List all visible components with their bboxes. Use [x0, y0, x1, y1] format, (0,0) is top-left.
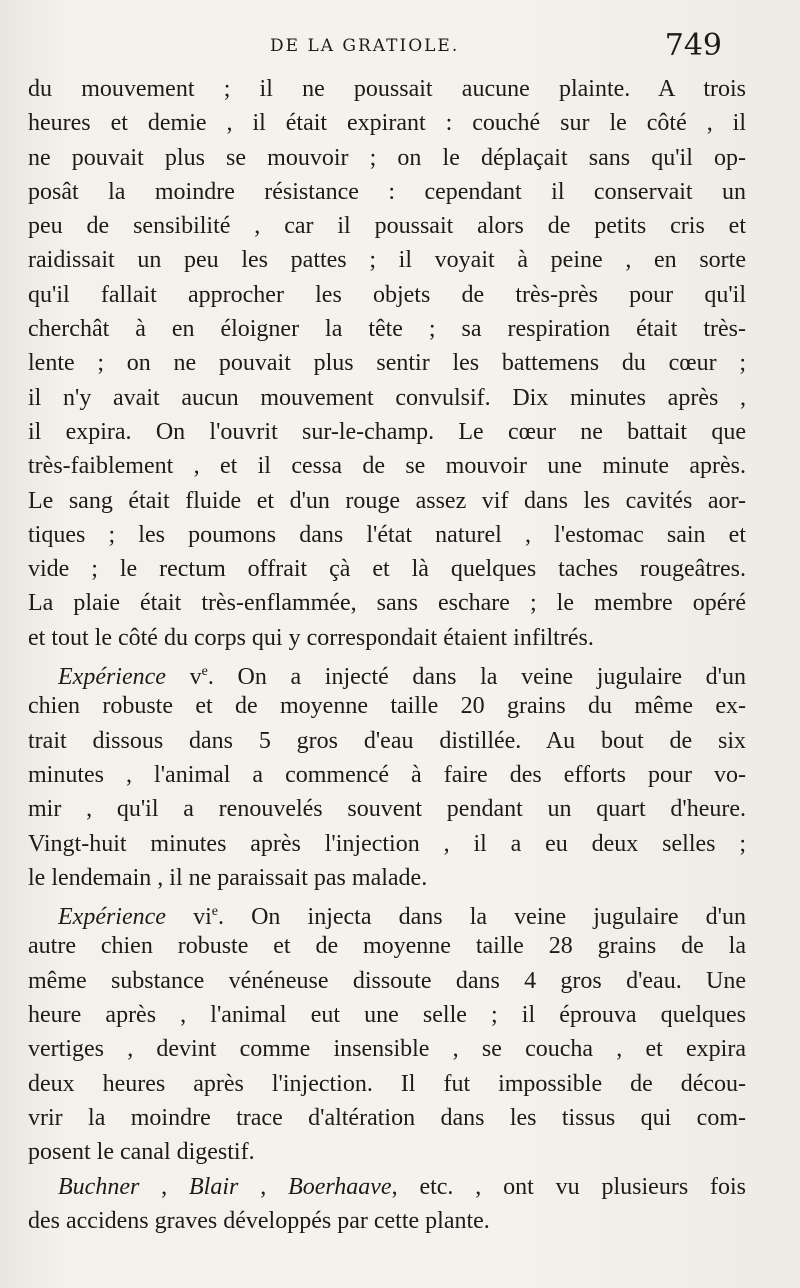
text-line: du mouvement ; il ne poussait aucune plainte. A trois	[28, 76, 746, 102]
text-line: le lendemain , il ne paraissait pas malade.	[28, 864, 428, 891]
text-line: autre chien robuste et de moyenne taille 28 grains de la	[28, 933, 746, 960]
text-line: La plaie était très-enflammée, sans eschare ; le membre opéré	[28, 590, 746, 617]
text-line: il n'y avait aucun mouvement convulsif. Dix minutes après ,	[28, 384, 746, 411]
text-line: il expira. On l'ouvrit sur-le-champ. Le cœur ne battait que	[28, 418, 746, 445]
text-line: lente ; on ne pouvait plus sentir les battemens du cœur ;	[28, 350, 746, 377]
text-line: vide ; le rectum offrait çà et là quelques taches rougeâtres.	[28, 556, 746, 583]
text-line: raidissait un peu les pattes ; il voyait à peine , en sorte	[28, 247, 746, 274]
text-line: minutes , l'animal a commencé à faire des efforts pour vo-	[28, 761, 746, 788]
author-name: Buchner	[58, 1173, 140, 1200]
text-line: cherchât à en éloigner la tête ; sa respiration était très-	[28, 316, 746, 343]
separator: ,	[139, 1173, 190, 1200]
experiment-ordinal: v	[189, 664, 202, 690]
separator: ,	[391, 1173, 420, 1200]
experiment-ordinal-suffix: e	[211, 904, 218, 920]
experiment-ordinal-suffix: e	[201, 664, 208, 680]
text-line: tiques ; les poumons dans l'état naturel , l'estomac sain et	[28, 521, 746, 548]
experiment-text: . On a injecté dans la veine jugulaire d'un	[207, 664, 746, 690]
text-line: Vingt-huit minutes après l'injection , il a eu deux selles ;	[28, 830, 746, 857]
author-name: Boerhaave	[288, 1173, 392, 1200]
experiment-label: Expérience	[58, 664, 166, 690]
text-line: et tout le côté du corps qui y correspondait étaient infiltrés.	[28, 624, 594, 651]
text-line: des accidens graves développés par cette plante.	[28, 1207, 490, 1234]
closing-text: etc. , ont vu plusieurs fois	[419, 1173, 746, 1200]
text-line: heure après , l'animal eut une selle ; il éprouva quelques	[28, 1002, 746, 1029]
experiment-text: . On injecta dans la veine jugulaire d'un	[217, 904, 746, 930]
text-line: même substance vénéneuse dissoute dans 4 gros d'eau. Une	[28, 967, 746, 994]
text-line: Le sang était fluide et d'un rouge assez vif dans les cavités aor-	[28, 487, 746, 514]
closing-paragraph-line	[28, 1170, 746, 1204]
experiment-6-heading-line	[28, 895, 746, 929]
text-line: posent le canal digestif.	[28, 1139, 255, 1166]
text-line: qu'il fallait approcher les objets de très-près pour qu'il	[28, 281, 746, 308]
text-line: mir , qu'il a renouvelés souvent pendant un quart d'heure.	[28, 796, 746, 823]
body-text	[28, 72, 746, 1238]
text-line: ne pouvait plus se mouvoir ; on le déplaçait sans qu'il op-	[28, 144, 746, 171]
text-line: chien robuste et de moyenne taille 20 grains du même ex-	[28, 693, 746, 720]
text-line: posât la moindre résistance : cependant il conservait un	[28, 178, 746, 205]
experiment-label: Expérience	[58, 904, 166, 930]
page-number: 749	[664, 28, 722, 63]
running-head	[0, 28, 800, 74]
text-line: deux heures après l'injection. Il fut impossible de décou-	[28, 1070, 746, 1097]
text-line: vrir la moindre trace d'altération dans les tissus qui com-	[28, 1104, 746, 1131]
text-line: peu de sensibilité , car il poussait alors de petits cris et	[28, 213, 746, 240]
running-title: DE LA GRATIOLE.	[270, 36, 460, 56]
text-line: heures et demie , il était expirant : couché sur le côté , il	[28, 110, 746, 137]
author-name: Blair	[189, 1173, 239, 1200]
experiment-5-heading-line	[28, 655, 746, 689]
experiment-ordinal: vi	[193, 904, 212, 930]
separator: ,	[238, 1173, 289, 1200]
text-line: vertiges , devint comme insensible , se coucha , et expira	[28, 1036, 746, 1063]
text-line: très-faiblement , et il cessa de se mouvoir une minute après.	[28, 453, 746, 480]
text-line: trait dissous dans 5 gros d'eau distillée. Au bout de six	[28, 727, 746, 754]
